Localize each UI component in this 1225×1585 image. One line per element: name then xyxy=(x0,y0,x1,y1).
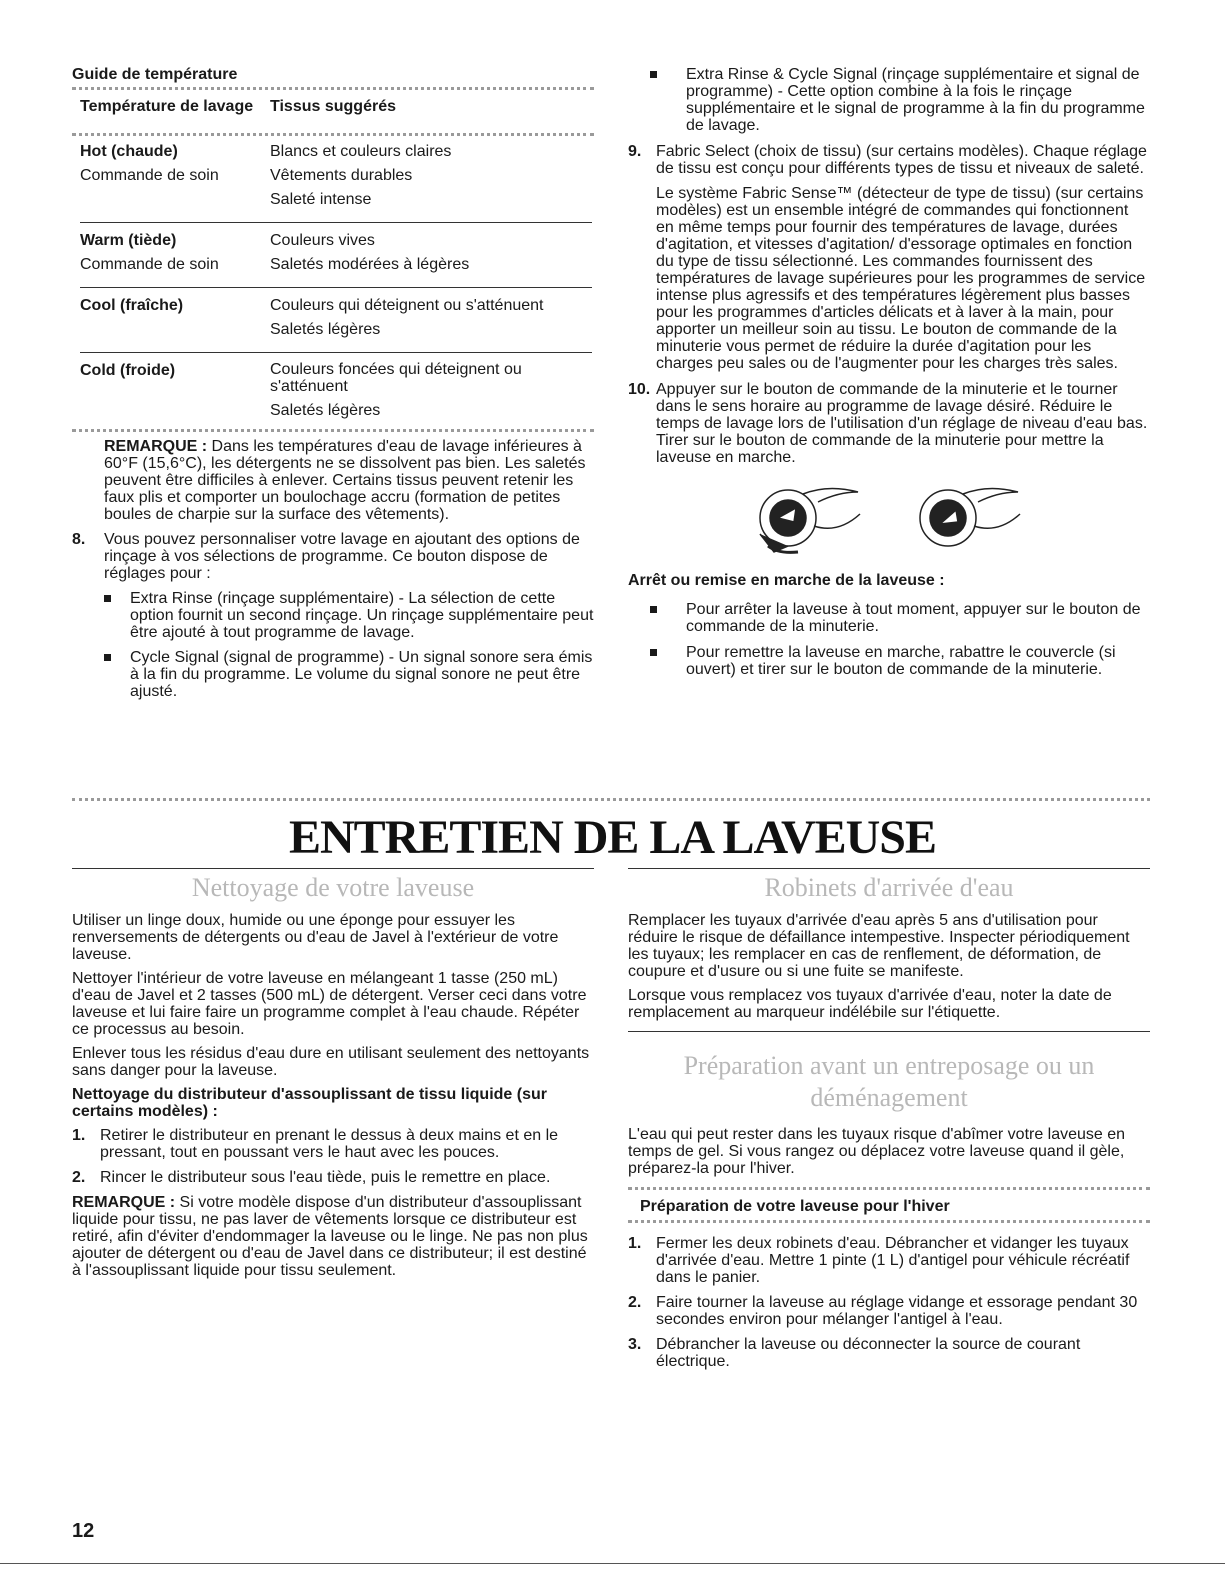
step-text: Faire tourner la laveuse au réglage vidange et essorage pendant 30 secondes environ pour mélanger l'antigel à l'eau. xyxy=(656,1294,1138,1328)
temp-cold: Cold (froide) xyxy=(80,353,270,400)
step-10 xyxy=(628,381,1150,466)
section-divider xyxy=(72,798,1150,801)
note-label: REMARQUE : xyxy=(104,438,208,455)
table-header-row xyxy=(80,90,592,133)
bullet-text: Extra Rinse (rinçage supplémentaire) - La sélection de cette option fournit un second rinçage. Un rinçage supplémentaire peut être ajouté à tout programme de lavage. xyxy=(130,590,594,641)
guide-title: Guide de température xyxy=(72,66,238,83)
step-item xyxy=(628,1235,1150,1286)
bullet-text: Extra Rinse & Cycle Signal (rinçage supplémentaire et signal de programme) - Cette option combine à la fois le rinçage supplémentaire et le signal de programme à la fin du programme de lavage. xyxy=(686,66,1145,134)
knob-illustration-icon xyxy=(628,474,1150,560)
fabric: Saletés légères xyxy=(270,402,381,419)
step-text: Retirer le distributeur en prenant le dessus à deux mains et en le pressant, tout en poussant vers le haut avec les pouces. xyxy=(100,1127,559,1161)
step-text: Fermer les deux robinets d'eau. Débrancher et vidanger les tuyaux d'arrivée d'eau. Mettre 1 pinte (1 L) d'antigel pour véhicule récréatif dans le panier. xyxy=(656,1235,1130,1286)
divider xyxy=(628,1220,1150,1223)
step-number: 2. xyxy=(72,1169,86,1186)
fabric: Saleté intense xyxy=(270,191,372,208)
winter-heading: Préparation de votre laveuse pour l'hiver xyxy=(640,1198,950,1215)
cleaning-heading: Nettoyage de votre laveuse xyxy=(191,873,475,902)
dispenser-heading: Nettoyage du distributeur d'assouplissant de tissu liquide (sur certains modèles) : xyxy=(72,1086,547,1120)
step-number: 1. xyxy=(72,1127,86,1144)
step-text: Débrancher la laveuse ou déconnecter la source de courant électrique. xyxy=(656,1336,1081,1370)
bullet-item xyxy=(628,644,1150,678)
divider xyxy=(628,1031,1150,1032)
step-number: 9. xyxy=(628,143,642,160)
step-8 xyxy=(72,531,594,582)
paragraph: L'eau qui peut rester dans les tuyaux risque d'abîmer votre laveuse en temps de gel. Si vous rangez ou déplacez votre laveuse quand il gèle, préparez-la pour l'hiver. xyxy=(628,1126,1126,1177)
temperature-note xyxy=(104,438,594,523)
divider xyxy=(72,133,594,136)
paragraph: Enlever tous les résidus d'eau dure en utilisant seulement des nettoyants sans danger pour la laveuse. xyxy=(72,1045,590,1079)
fabric: Couleurs foncées qui déteignent ou s'atténuent xyxy=(270,353,592,400)
storage-heading xyxy=(628,1050,1150,1114)
bullet-item xyxy=(72,649,594,700)
bullet-item xyxy=(628,601,1150,635)
table-row xyxy=(80,188,592,223)
table-row xyxy=(80,353,592,400)
bullet-icon xyxy=(650,71,657,78)
bullet-text: Pour remettre la laveuse en marche, rabattre le couvercle (si ouvert) et tirer sur le bouton de commande de la minuterie. xyxy=(686,644,1116,678)
fabric: Couleurs vives xyxy=(270,223,592,254)
step-text: Vous pouvez personnaliser votre lavage en ajoutant des options de rinçage à vos sélections de programme. Ce bouton dispose de réglages pour : xyxy=(104,531,580,582)
step-number: 2. xyxy=(628,1294,642,1311)
step-text: Fabric Select (choix de tissu) (sur certains modèles). Chaque réglage de tissu est conçu pour différents types de tissu et niveaux de saleté. xyxy=(656,143,1147,177)
table-row xyxy=(80,288,592,319)
table-row xyxy=(80,164,592,188)
paragraph: Lorsque vous remplacez vos tuyaux d'arrivée d'eau, noter la date de remplacement au marqueur indélébile sur l'étiquette. xyxy=(628,987,1112,1021)
step-number: 1. xyxy=(628,1235,642,1252)
bullet-icon xyxy=(104,654,111,661)
left-top-column xyxy=(72,66,594,708)
table-row xyxy=(80,253,592,288)
bullet-icon xyxy=(650,606,657,613)
temperature-table xyxy=(80,90,592,133)
paragraph: Utiliser un linge doux, humide ou une éponge pour essuyer les renversements de détergents ou d'eau de Javel à l'extérieur de votre laveuse. xyxy=(72,912,559,963)
setting: Commande de soin xyxy=(80,167,219,184)
right-top-column xyxy=(628,66,1150,687)
table-row xyxy=(80,318,592,353)
fabric: Saletés légères xyxy=(270,321,381,338)
fabric: Couleurs qui déteignent ou s'atténuent xyxy=(270,288,592,319)
timer-knob-illustration xyxy=(628,474,1150,560)
step-item xyxy=(628,1294,1150,1328)
note-label: REMARQUE : xyxy=(72,1194,176,1211)
paragraph: Nettoyer l'intérieur de votre laveuse en mélangeant 1 tasse (250 mL) d'eau de Javel et 2 tasses (500 mL) de détergent. Verser ceci dans votre laveuse et lui faire faire un programme complet à l'eau chaude. Répéter ce processus au besoin. xyxy=(72,970,587,1038)
fabric: Blancs et couleurs claires xyxy=(270,143,452,160)
section-title: ENTRETIEN DE LA LAVEUSE xyxy=(288,811,936,864)
step-text: Appuyer sur le bouton de commande de la minuterie et le tourner dans le sens horaire au programme de lavage désiré. Réduire le temps de lavage lors de l'utilisation d'un réglage de niveau d'eau bas. Tirer sur le bouton de commande de la minuterie pour mettre la laveuse en marche. xyxy=(656,381,1148,466)
bullet-item xyxy=(72,590,594,641)
bullet-text: Pour arrêter la laveuse à tout moment, appuyer sur le bouton de commande de la minuterie. xyxy=(686,601,1141,635)
bullet-icon xyxy=(650,649,657,656)
temperature-table-body xyxy=(80,140,592,429)
fabric: Saletés modérées à légères xyxy=(270,256,470,273)
step-number: 8. xyxy=(72,531,86,548)
step-text: Rincer le distributeur sous l'eau tiède, puis le remettre en place. xyxy=(100,1169,551,1186)
bottom-rule xyxy=(0,1563,1225,1564)
faucets-heading: Robinets d'arrivée d'eau xyxy=(764,873,1014,902)
divider xyxy=(628,1187,1150,1190)
left-bottom-column xyxy=(72,868,594,1286)
step-item xyxy=(72,1127,594,1161)
fabric-sense-paragraph: Le système Fabric Sense™ (détecteur de type de tissu) (sur certains modèles) est un ensemble intégré de commandes qui fonctionnent en même temps pour fournir des températures de lavage, durées d'agitation, et vitesses d'agitation/ d'essorage optimales en fonction du type de tissu sélectionné. Les commandes fournissent des températures de lavage supérieures pour les programmes de service intense plus agressifs et des températures légèrement plus basses pour les programmes d'articles délicats et à laver à la main, pour apporter un meilleur soin au tissu. Le bouton de commande de la minuterie vous permet de réduire la durée d'agitation pour les charges peu sales ou de l'augmenter pour les charges très sales. xyxy=(656,185,1146,372)
temp-warm: Warm (tiède) xyxy=(80,223,270,254)
table-row xyxy=(80,223,592,254)
storage-heading-line2: déménagement xyxy=(810,1083,968,1112)
bullet-icon xyxy=(104,595,111,602)
col1-header: Température de lavage xyxy=(80,98,254,115)
note-text: Si votre modèle dispose d'un distributeur d'assouplissant liquide pour tissu, ne pas laver de vêtements lorsque ce distributeur est retiré, afin d'éviter d'endommager la laveuse ou le linge. Ne pas non plus ajouter de détergent ou d'eau de Javel dans ce distributeur; il est destiné à l'assouplissant liquide pour tissu seulement. xyxy=(72,1194,588,1279)
fabric: Vêtements durables xyxy=(270,167,413,184)
step-number: 3. xyxy=(628,1336,642,1353)
bullet-text: Cycle Signal (signal de programme) - Un signal sonore sera émis à la fin du programme. Le volume du signal sonore ne peut être ajusté. xyxy=(130,649,593,700)
stop-heading: Arrêt ou remise en marche de la laveuse : xyxy=(628,572,945,589)
step-9 xyxy=(628,143,1150,177)
bullet-item xyxy=(628,66,1150,134)
divider xyxy=(72,429,594,432)
temp-hot: Hot (chaude) xyxy=(80,143,178,160)
right-bottom-column xyxy=(628,868,1150,1378)
temp-cool: Cool (fraîche) xyxy=(80,288,270,319)
table-row xyxy=(80,140,592,164)
note-text: Dans les températures d'eau de lavage inférieures à 60°F (15,6°C), les détergents ne se dissolvent pas bien. Les saletés peuvent être difficiles à enlever. Certains tissus peuvent retenir les faux plis et comporter un boulochage accru (formation de petites boules de charpie sur la surface des vêtements). xyxy=(104,438,586,523)
col2-header: Tissus suggérés xyxy=(270,98,396,115)
paragraph: Remplacer les tuyaux d'arrivée d'eau après 5 ans d'utilisation pour réduire le risque de défaillance intempestive. Inspecter périodiquement les tuyaux; les remplacer en cas de renflement, de déformation, de coupure et d'usure ou si une fuite se manifeste. xyxy=(628,912,1130,980)
step-item xyxy=(72,1169,594,1186)
storage-heading-line1: Préparation avant un entreposage ou un xyxy=(683,1051,1095,1080)
page-number: 12 xyxy=(72,1520,95,1542)
step-number: 10. xyxy=(628,381,651,398)
dispenser-note xyxy=(72,1194,594,1279)
setting: Commande de soin xyxy=(80,256,219,273)
step-item xyxy=(628,1336,1150,1370)
table-row xyxy=(80,399,592,429)
